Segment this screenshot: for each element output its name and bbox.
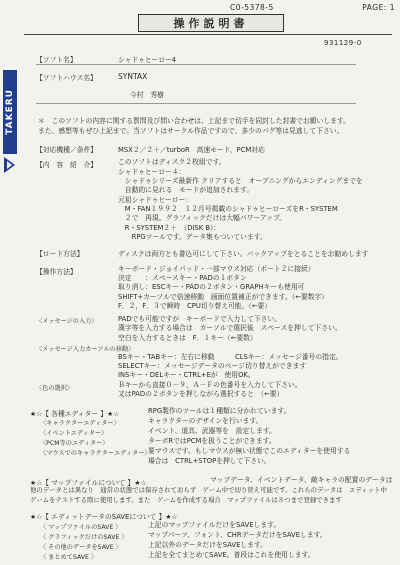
operation-line: 決定 ：スペースキー・PADの１ボタン: [118, 274, 247, 282]
machine-label: 【対応機種／条件】: [36, 146, 98, 154]
color-select-line: 又はPADの２ボタンを押しながら選択すると （←要）: [118, 390, 284, 398]
load-value: ディスクは両方とも書込可にして下さい。バックアップをとることをお勧めします: [118, 250, 369, 258]
color-select-label: 〈色の選択〉: [36, 385, 74, 392]
editor-desc: 要マウスです。もしマウスが無い状態でこのエディターを使用する: [148, 447, 351, 455]
editors-label: ★☆【 各種エディター 】★☆: [30, 410, 120, 418]
mapfile-label: ★☆【 マップファイルについて 】★☆: [30, 479, 147, 487]
content-line: 元祖シャドゥヒーロー：: [118, 196, 193, 204]
message-input-line: PADでも可能ですが キーボードで入力して下さい。: [118, 315, 282, 323]
soft-house-value: SYNTAX: [118, 72, 148, 81]
editor-name: 〈イベントエディター〉: [40, 430, 108, 437]
mapfile-line: ゲームをテストする際に使用します。また ゲームを作成する場合 マップファイルは８つまで登録できます: [30, 496, 342, 504]
content-line: R・SYSTEM２＋ （DISK B）：: [118, 224, 221, 232]
content-line: RPGツールです。データ集もついています。: [118, 233, 267, 241]
save-item-desc: マップパーツ、フォント、CHRデータだけをSAVEします。: [148, 531, 327, 539]
operation-line: 取り消し：ESCキー・PADの２ボタン・GRAPHキーも使用可: [118, 283, 305, 291]
brand-name: TAKERU: [5, 89, 15, 135]
machine-value: MSX２／２＋／turboR 高速モード、PCM対応: [118, 146, 265, 154]
content-line: このソフトはディスク２枚組です。: [118, 158, 226, 166]
page-number: PAGE: 1: [362, 3, 395, 12]
save-item-desc: 上記のマップファイルだけをSAVEします。: [148, 521, 281, 529]
save-item-name: 〈 まとめてSAVE 〉: [40, 554, 98, 561]
save-label: ★☆【 エディットデータのSAVEについて 】★☆: [30, 513, 178, 521]
color-select-line: Ｂキーから直接０－９，Ａ－Ｆの色番号を入力して下さい。: [118, 381, 302, 389]
header-codes: [230, 3, 395, 12]
content-label: 【内 容 紹 介】: [36, 161, 98, 169]
editor-name: 〈マウスでのキャラクターエディター〉: [40, 450, 151, 457]
message-move-label: 〈メッセージ入力カーソルの移動〉: [36, 346, 135, 353]
save-item-name: 〈 マップファイルのSAVE 〉: [40, 524, 122, 531]
operation-line: キーボード・ジョイパッド・一部マウス対応（ポート２に接続）: [118, 265, 315, 273]
operation-line: SHIFT+カーソルで倍速移動 画面位置補正ができます。（←要数字）: [118, 293, 329, 301]
message-move-line: SELECTキー：メッセージデータのページ切り替えができます: [118, 362, 307, 370]
editor-name: 〈キャラクターエディター〉: [40, 420, 120, 427]
content-line: 自動的に見れる モードが追加されます。: [118, 186, 254, 194]
content-line: ２で 再現。グラフィックだけは大幅パワーアップ。: [118, 214, 287, 222]
load-label: 【ロード方法】: [36, 250, 84, 258]
intro-line-2: また、感想等もぜひ上記まで。当ソフトはサークル作品ですので、多少のバグ等は見逃して下さい。: [38, 127, 344, 135]
mapfile-line: 他のデータとは異なり 通常の状態では保存されておらず ゲーム中で切り替え可能です。これらのデータは エディット中: [30, 486, 387, 494]
editors-intro: RPG製作のツールは１種類に分かれています。: [148, 407, 291, 415]
header-divider: [24, 34, 392, 35]
author-name: 今村 秀樹: [130, 91, 164, 99]
editor-name: 〈PCM等のエディター〉: [40, 440, 109, 447]
editor-desc: 場合は CTRL+STOPを押して下さい。: [148, 457, 271, 465]
save-item-name: 〈 その他のデータをSAVE 〉: [40, 544, 122, 551]
message-move-line: BSキー・TABキー：左右に移動 CLSキー：メッセージ番号の指定。: [118, 353, 343, 361]
content-line: シャドゥシリーズ最新作 クリアすると オープニングからエンディングまでを: [118, 177, 363, 185]
message-input-line: 空白を入力するときは F．１キー（←要数）: [118, 334, 257, 342]
content-line: M・FAN１９９２ １２月号掲載のシャドゥヒーローズをR・SYSTEM: [118, 205, 338, 213]
message-input-label: 〈メッセージの入力〉: [36, 318, 98, 325]
divider: [36, 64, 356, 65]
editor-desc: イベント、道具、武器等を 設定します。: [148, 427, 276, 435]
soft-name-label: 【ソフト名】: [36, 56, 77, 64]
brand-logo: [3, 70, 17, 154]
save-item-desc: 上記以外のデータだけをSAVEします。: [148, 541, 268, 549]
divider: [36, 103, 356, 104]
date-code: 931129-0: [324, 39, 362, 47]
content-line: シャドゥヒーロー４：: [118, 168, 186, 176]
save-item-name: 〈 グラフィックだけのSAVE 〉: [40, 534, 128, 541]
mapfile-line: マップデータ、イベントデータ、敵キャラの配置のデータは: [210, 476, 393, 484]
message-input-line: 漢字等を入力する場合は カーソルで選択後 スペースを押して下さい。: [118, 324, 342, 332]
soft-name-value: シャドゥヒーロー4: [118, 56, 177, 64]
page-title: 操作説明書: [138, 14, 284, 32]
save-item-desc: 上記を全てまとめてSAVE。普段はこれを使用します。: [148, 551, 315, 559]
intro-line-1: ＊ このソフトの内容に関する質問及び問い合わせは、上記まで切手を同封した封書でお願いします。: [38, 117, 350, 125]
document-code: C0-5378-5: [230, 3, 274, 12]
editor-desc: キャラクターのデザインを行います。: [148, 417, 263, 425]
message-move-line: INSキー・DELキー・CTRL+Eが 使用OK。: [118, 371, 255, 379]
editor-desc: ターボRではPCMを扱うことができます。: [148, 437, 276, 445]
soft-house-label: 【ソフトハウス名】: [36, 74, 97, 82]
operation-label: 【操作方法】: [36, 268, 77, 276]
takeru-logo-icon: [2, 155, 17, 175]
operation-line: F．２，F．３で瞬時 CPU切り替え可能。（←要）: [118, 302, 272, 310]
brand-sidebar: [0, 0, 18, 565]
